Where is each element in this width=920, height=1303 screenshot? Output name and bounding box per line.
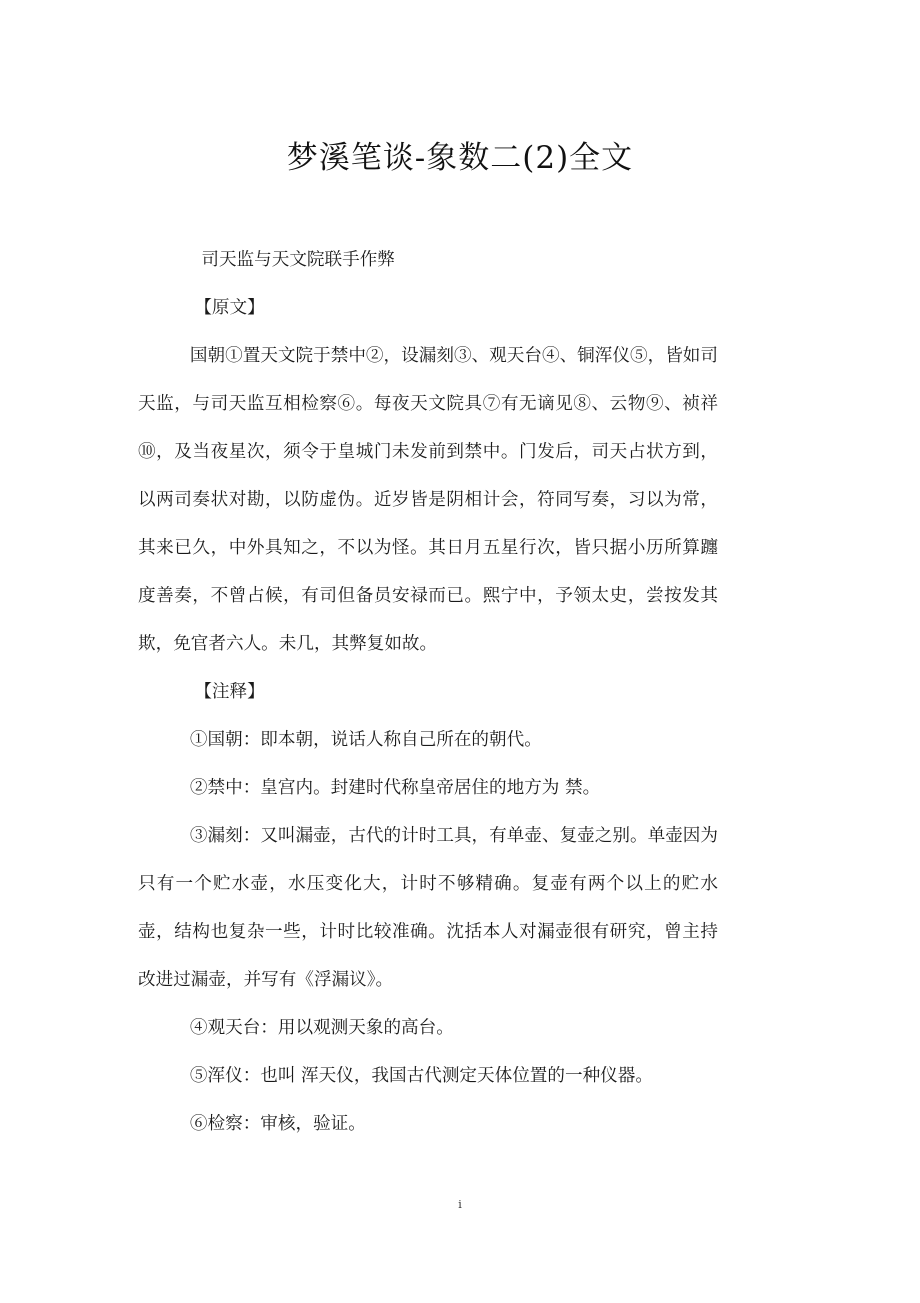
note-item: ①国朝：即本朝，说话人称自己所在的朝代。 [189,730,542,750]
document-title: 梦溪笔谈-象数二(2)全文 [286,140,634,176]
original-text-paragraph: 国朝①置天文院于禁中②，设漏刻③、观天台④、铜浑仪⑤，皆如司天监，与司天监互相检察⑥。每夜天文院具⑦有无谪见⑧、云物⑨、祯祥⑩，及当夜星次，须令于皇城门未发前到禁中。门发后，司天占状方到，以两司奏状对勘，以防虚伪。近岁皆是阴相计会，符同写奏，习以为常，其来已久，中外具知之，不以为怪。其日月五星行次，皆只据小历所算躔度善奏，不曾占候，有司但备员安禄而已。熙宁中，予领太史，尝按发其欺，免官者六人。未几，其弊复如故。 [138,346,718,654]
page-number: i [458,1198,462,1211]
note-item: ⑥检察：审核，验证。 [189,1114,366,1134]
section-subtitle: 司天监与天文院联手作弊 [201,250,395,270]
note-item: ③漏刻：又叫漏壶，古代的计时工具，有单壶、复壶之别。单壶因为只有一个贮水壶，水压变化大，计时不够精确。复壶有两个以上的贮水壶，结构也复杂一些，计时比较准确。沈括本人对漏壶很有研究，曾主持改进过漏壶，并写有《浮漏议》。 [138,826,718,990]
document-body [138,236,718,1148]
note-item: ④观天台：用以观测天象的高台。 [189,1018,454,1038]
note-item: ②禁中：皇宫内。封建时代称皇帝居住的地方为 禁。 [189,778,601,798]
original-text-label: 【原文】 [194,298,265,318]
notes-label: 【注释】 [194,682,265,702]
note-item: ⑤浑仪：也叫 浑天仪，我国古代测定天体位置的一种仪器。 [189,1066,653,1086]
